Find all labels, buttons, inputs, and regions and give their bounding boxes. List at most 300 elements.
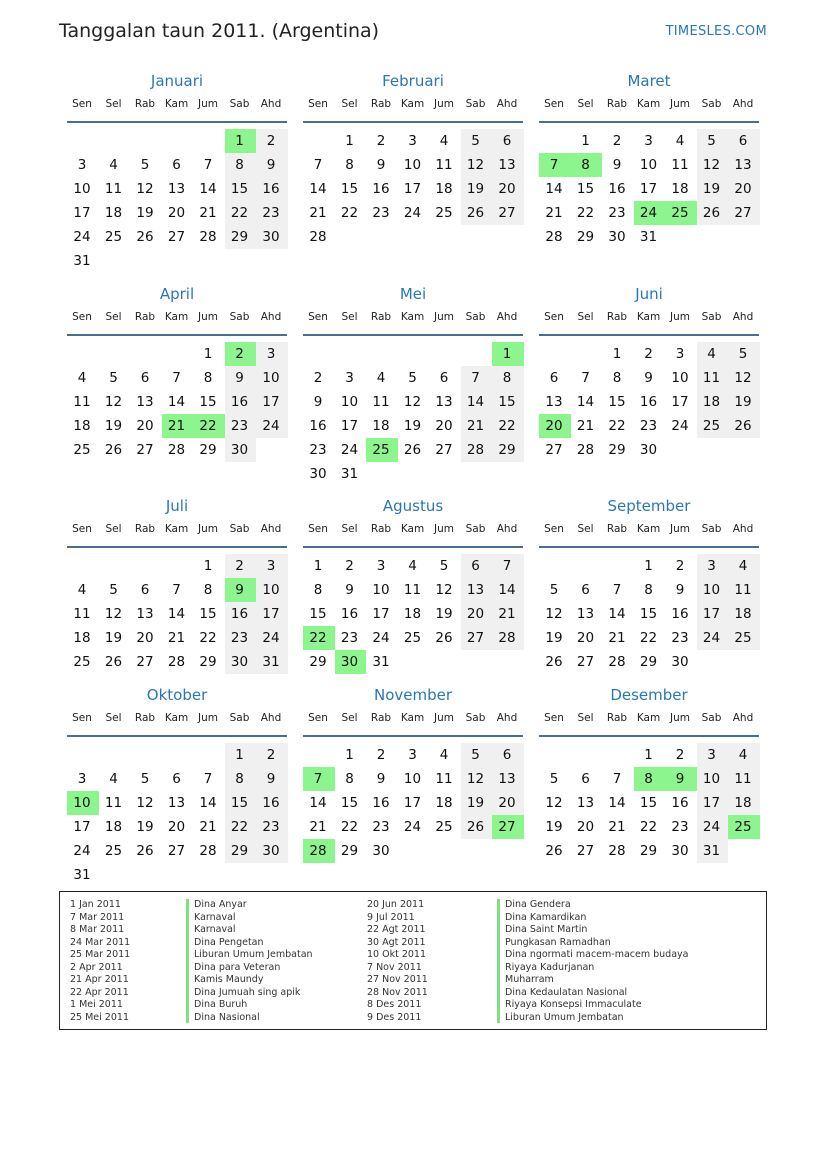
- day-cell: 17: [403, 795, 422, 811]
- day-cell: 4: [439, 747, 449, 763]
- weekday-header: Rab: [370, 98, 392, 110]
- day-cell: 14: [608, 795, 626, 811]
- day-cell: 5: [408, 370, 417, 386]
- day-cell: 5: [471, 747, 480, 763]
- holiday-day: 9: [675, 771, 685, 787]
- holiday-day: 22: [199, 418, 217, 434]
- day-cell: 5: [439, 558, 449, 574]
- month-name: Juli: [165, 497, 189, 515]
- day-cell: 2: [675, 558, 685, 574]
- day-cell: 31: [639, 229, 658, 245]
- day-cell: 29: [576, 229, 595, 245]
- legend-dates-right: [367, 899, 428, 1024]
- legend-holiday-name: Dina Pengetan: [194, 936, 264, 948]
- day-cell: 13: [167, 181, 186, 197]
- day-cell: 25: [104, 229, 123, 245]
- day-cell: 2: [376, 133, 386, 149]
- day-cell: 13: [167, 795, 186, 811]
- legend-date: 22 Agt 2011: [367, 924, 426, 935]
- weekday-header: Sel: [105, 311, 122, 323]
- day-cell: 15: [639, 606, 658, 622]
- legend-holiday-name: Karnaval: [194, 911, 236, 923]
- holiday-day: 28: [309, 843, 327, 859]
- day-cell: 1: [612, 346, 622, 362]
- day-cell: 13: [498, 771, 516, 787]
- day-cell: 28: [309, 229, 327, 245]
- holiday-day: 1: [235, 133, 244, 149]
- day-cell: 24: [372, 630, 390, 646]
- day-cell: 26: [104, 654, 123, 670]
- day-cell: 25: [435, 819, 453, 835]
- day-cell: 23: [608, 205, 626, 221]
- day-cell: 20: [498, 795, 516, 811]
- day-cell: 18: [734, 795, 752, 811]
- day-cell: 30: [608, 229, 626, 245]
- legend-holiday-name: Dina Saint Martin: [505, 924, 588, 935]
- weekday-header: Ahd: [260, 523, 282, 535]
- legend-date: 1 Jan 2011: [70, 899, 121, 910]
- day-cell: 18: [702, 394, 721, 410]
- weekday-header: Kam: [164, 523, 189, 535]
- day-cell: 6: [581, 771, 590, 787]
- day-cell: 31: [73, 253, 91, 269]
- legend-holiday-name: Dina Kamardikan: [505, 911, 587, 923]
- day-cell: 12: [136, 795, 154, 811]
- weekday-header: Sab: [465, 98, 486, 110]
- day-cell: 29: [639, 654, 658, 670]
- day-cell: 7: [612, 771, 622, 787]
- day-cell: 5: [140, 771, 150, 787]
- weekday-header: Kam: [636, 523, 661, 535]
- day-cell: 9: [235, 370, 244, 386]
- weekday-header: Jum: [670, 98, 690, 110]
- day-cell: 11: [702, 370, 721, 386]
- day-cell: 19: [104, 630, 123, 646]
- day-cell: 21: [199, 819, 217, 835]
- day-cell: 29: [309, 654, 327, 670]
- weekday-header: Ahd: [496, 712, 518, 724]
- month-name: November: [373, 686, 453, 704]
- day-cell: 19: [136, 205, 154, 221]
- day-cell: 18: [73, 630, 91, 646]
- day-cell: 6: [140, 582, 150, 598]
- day-cell: 27: [734, 205, 752, 221]
- day-cell: 18: [73, 418, 91, 434]
- header-rule: [303, 735, 523, 737]
- site-brand-link[interactable]: TIMESLES.COM: [665, 24, 767, 39]
- legend-date: 10 Okt 2011: [367, 949, 427, 960]
- holiday-day: 21: [167, 418, 186, 434]
- weekday-header: Sab: [701, 311, 722, 323]
- day-cell: 3: [707, 558, 716, 574]
- legend-date: 2 Apr 2011: [70, 961, 123, 973]
- day-cell: 14: [545, 181, 563, 197]
- legend-dates-left: [70, 899, 130, 1024]
- day-cell: 9: [612, 157, 622, 173]
- day-cell: 16: [671, 795, 689, 811]
- day-cell: 25: [403, 630, 422, 646]
- day-cell: 19: [702, 181, 721, 197]
- month-name: September: [607, 497, 691, 515]
- day-cell: 23: [372, 819, 390, 835]
- day-cell: 24: [403, 205, 422, 221]
- legend-date: 25 Mar 2011: [70, 949, 131, 960]
- day-cell: 23: [671, 630, 689, 646]
- day-cell: 7: [581, 370, 590, 386]
- day-cell: 8: [644, 582, 653, 598]
- day-cell: 22: [340, 205, 359, 221]
- day-cell: 2: [644, 346, 653, 362]
- day-cell: 10: [702, 771, 721, 787]
- day-cell: 7: [502, 558, 512, 574]
- weekday-header: Kam: [636, 98, 661, 110]
- day-cell: 31: [73, 867, 91, 883]
- day-cell: 4: [738, 558, 748, 574]
- day-cell: 10: [262, 370, 280, 386]
- weekday-header: Sab: [465, 311, 486, 323]
- day-cell: 14: [466, 394, 485, 410]
- day-cell: 7: [172, 582, 181, 598]
- day-cell: 4: [738, 747, 748, 763]
- legend-date: 7 Nov 2011: [367, 961, 422, 973]
- day-cell: 16: [230, 606, 249, 622]
- day-cell: 19: [466, 795, 485, 811]
- day-cell: 8: [203, 370, 213, 386]
- month-name: Februari: [382, 72, 444, 90]
- day-cell: 18: [734, 606, 752, 622]
- weekday-header: Ahd: [732, 712, 754, 724]
- day-cell: 3: [77, 157, 87, 173]
- day-cell: 10: [73, 181, 91, 197]
- header-rule: [303, 334, 523, 336]
- weekday-header: Sel: [341, 712, 358, 724]
- day-cell: 22: [230, 819, 249, 835]
- day-cell: 16: [262, 795, 280, 811]
- header-rule: [539, 334, 759, 336]
- day-cell: 24: [340, 442, 359, 458]
- header-rule: [539, 121, 759, 123]
- weekday-header: Sel: [341, 311, 358, 323]
- legend-holiday-name: Dina Jumuah sing apik: [194, 986, 301, 998]
- day-cell: 12: [435, 582, 453, 598]
- day-cell: 21: [576, 418, 595, 434]
- day-cell: 3: [675, 346, 685, 362]
- legend-divider: [186, 899, 189, 1023]
- day-cell: 28: [167, 654, 186, 670]
- weekday-header: Sen: [544, 98, 564, 110]
- day-cell: 14: [576, 394, 595, 410]
- day-cell: 1: [644, 558, 653, 574]
- day-cell: 30: [262, 843, 280, 859]
- header-rule: [303, 546, 523, 548]
- day-cell: 25: [73, 442, 91, 458]
- day-cell: 27: [576, 654, 595, 670]
- day-cell: 28: [199, 229, 217, 245]
- weekday-header: Sel: [105, 98, 122, 110]
- day-cell: 1: [313, 558, 323, 574]
- day-cell: 24: [671, 418, 689, 434]
- day-cell: 30: [372, 843, 390, 859]
- holiday-day: 2: [235, 346, 244, 362]
- weekday-header: Sen: [72, 311, 92, 323]
- day-cell: 19: [403, 418, 422, 434]
- weekday-header: Kam: [400, 523, 425, 535]
- day-cell: 29: [199, 442, 217, 458]
- day-cell: 7: [203, 157, 213, 173]
- day-cell: 10: [639, 157, 658, 173]
- day-cell: 29: [498, 442, 516, 458]
- weekday-header: Kam: [636, 712, 661, 724]
- day-cell: 4: [109, 771, 118, 787]
- day-cell: 12: [136, 181, 154, 197]
- day-cell: 6: [581, 582, 590, 598]
- holiday-day: 30: [340, 654, 359, 670]
- day-cell: 20: [136, 418, 154, 434]
- day-cell: 22: [576, 205, 595, 221]
- day-cell: 2: [675, 747, 685, 763]
- holiday-day: 7: [549, 157, 559, 173]
- day-cell: 18: [671, 181, 689, 197]
- holiday-day: 10: [73, 795, 91, 811]
- day-cell: 8: [612, 370, 622, 386]
- weekday-header: Sab: [701, 523, 722, 535]
- weekday-header: Jum: [198, 712, 218, 724]
- day-cell: 1: [581, 133, 590, 149]
- day-cell: 23: [262, 205, 280, 221]
- weekday-header: Jum: [198, 311, 218, 323]
- legend-holiday-name: Dina Buruh: [194, 999, 248, 1010]
- day-cell: 19: [136, 819, 154, 835]
- day-cell: 22: [199, 630, 217, 646]
- day-cell: 24: [73, 843, 91, 859]
- day-cell: 29: [639, 843, 658, 859]
- legend-date: 7 Mar 2011: [70, 911, 125, 923]
- day-cell: 14: [167, 606, 186, 622]
- holiday-day: 7: [313, 771, 323, 787]
- day-cell: 20: [734, 181, 752, 197]
- day-cell: 24: [702, 630, 721, 646]
- day-cell: 21: [309, 205, 327, 221]
- day-cell: 6: [140, 370, 150, 386]
- day-cell: 11: [435, 157, 453, 173]
- day-cell: 3: [266, 558, 276, 574]
- weekday-header: Ahd: [496, 523, 518, 535]
- day-cell: 25: [734, 630, 752, 646]
- holiday-day: 25: [372, 442, 390, 458]
- legend-date: 20 Jun 2011: [367, 899, 425, 910]
- day-cell: 7: [612, 582, 622, 598]
- day-cell: 5: [109, 370, 118, 386]
- legend-holiday-name: Karnaval: [194, 924, 236, 935]
- weekday-header: Kam: [164, 712, 189, 724]
- day-cell: 27: [136, 442, 154, 458]
- day-cell: 10: [372, 582, 390, 598]
- header-rule: [539, 546, 759, 548]
- day-cell: 30: [309, 466, 327, 482]
- day-cell: 18: [403, 606, 422, 622]
- day-cell: 6: [502, 747, 512, 763]
- day-cell: 2: [266, 133, 276, 149]
- weekday-header: Kam: [400, 712, 425, 724]
- day-cell: 11: [73, 394, 91, 410]
- day-cell: 24: [73, 229, 91, 245]
- day-cell: 22: [608, 418, 626, 434]
- day-cell: 30: [671, 843, 689, 859]
- weekday-header: Sab: [229, 98, 250, 110]
- day-cell: 18: [435, 795, 453, 811]
- day-cell: 8: [345, 771, 354, 787]
- day-cell: 12: [104, 606, 123, 622]
- weekday-header: Jum: [434, 311, 454, 323]
- weekday-header: Sen: [72, 523, 92, 535]
- day-cell: 12: [104, 394, 123, 410]
- month-name: Maret: [627, 72, 671, 90]
- day-cell: 5: [707, 133, 716, 149]
- legend-holiday-name: Pungkasan Ramadhan: [505, 936, 611, 948]
- month-name: Agustus: [382, 497, 444, 515]
- day-cell: 16: [262, 181, 280, 197]
- day-cell: 31: [262, 654, 280, 670]
- legend-divider: [497, 899, 500, 1023]
- day-cell: 16: [230, 394, 249, 410]
- holiday-legend: [59, 891, 767, 1030]
- weekday-header: Sab: [701, 98, 722, 110]
- weekday-header: Rab: [134, 712, 156, 724]
- holiday-day: 25: [671, 205, 689, 221]
- weekday-header: Kam: [400, 98, 425, 110]
- month-name: April: [159, 285, 195, 303]
- day-cell: 30: [230, 442, 249, 458]
- weekday-header: Rab: [606, 712, 628, 724]
- day-cell: 24: [702, 819, 721, 835]
- day-cell: 5: [549, 771, 559, 787]
- legend-date: 8 Mar 2011: [70, 924, 125, 935]
- day-cell: 23: [230, 630, 249, 646]
- day-cell: 16: [608, 181, 626, 197]
- day-cell: 3: [644, 133, 653, 149]
- day-cell: 28: [498, 630, 516, 646]
- day-cell: 23: [262, 819, 280, 835]
- day-cell: 14: [498, 582, 516, 598]
- day-cell: 14: [199, 795, 217, 811]
- day-cell: 13: [576, 795, 595, 811]
- day-cell: 30: [262, 229, 280, 245]
- day-cell: 17: [639, 181, 658, 197]
- day-cell: 22: [639, 819, 658, 835]
- day-cell: 10: [702, 582, 721, 598]
- day-cell: 17: [73, 819, 91, 835]
- holiday-day: 1: [502, 346, 512, 362]
- day-cell: 16: [309, 418, 327, 434]
- day-cell: 9: [266, 771, 276, 787]
- legend-date: 28 Nov 2011: [367, 986, 428, 998]
- day-cell: 3: [408, 133, 417, 149]
- day-cell: 6: [172, 771, 181, 787]
- holiday-day: 27: [498, 819, 516, 835]
- legend-date: 1 Mei 2011: [70, 999, 123, 1010]
- day-cell: 16: [372, 181, 390, 197]
- legend-holiday-name: Muharram: [505, 974, 554, 985]
- day-cell: 14: [167, 394, 186, 410]
- day-cell: 9: [313, 394, 323, 410]
- day-cell: 27: [576, 843, 595, 859]
- weekday-header: Sen: [308, 712, 328, 724]
- day-cell: 18: [435, 181, 453, 197]
- day-cell: 3: [77, 771, 87, 787]
- legend-date: 24 Mar 2011: [70, 936, 131, 948]
- day-cell: 29: [340, 843, 359, 859]
- day-cell: 8: [345, 157, 354, 173]
- month-name: Januari: [150, 72, 204, 90]
- day-cell: 15: [608, 394, 626, 410]
- weekday-header: Rab: [134, 98, 156, 110]
- day-cell: 17: [73, 205, 91, 221]
- day-cell: 24: [262, 418, 280, 434]
- day-cell: 28: [608, 654, 626, 670]
- weekday-header: Sen: [544, 311, 564, 323]
- day-cell: 19: [435, 606, 453, 622]
- day-cell: 2: [376, 747, 386, 763]
- day-cell: 12: [403, 394, 422, 410]
- day-cell: 20: [576, 630, 595, 646]
- day-cell: 15: [340, 795, 359, 811]
- day-cell: 26: [545, 843, 563, 859]
- day-cell: 5: [549, 582, 559, 598]
- day-cell: 16: [639, 394, 658, 410]
- day-cell: 17: [262, 394, 280, 410]
- day-cell: 4: [408, 558, 417, 574]
- day-cell: 4: [675, 133, 685, 149]
- day-cell: 11: [403, 582, 422, 598]
- day-cell: 27: [167, 229, 186, 245]
- day-cell: 10: [403, 157, 422, 173]
- weekday-header: Sab: [465, 523, 486, 535]
- day-cell: 4: [439, 133, 449, 149]
- day-cell: 6: [439, 370, 449, 386]
- legend-date: 9 Jul 2011: [367, 911, 415, 923]
- day-cell: 24: [403, 819, 422, 835]
- day-cell: 25: [73, 654, 91, 670]
- day-cell: 13: [435, 394, 453, 410]
- weekday-header: Sen: [72, 98, 92, 110]
- day-cell: 27: [545, 442, 563, 458]
- day-cell: 14: [309, 181, 327, 197]
- day-cell: 28: [199, 843, 217, 859]
- weekday-header: Sen: [308, 98, 328, 110]
- day-cell: 13: [136, 606, 154, 622]
- weekday-header: Sab: [229, 311, 250, 323]
- day-cell: 4: [77, 370, 87, 386]
- day-cell: 22: [498, 418, 516, 434]
- day-cell: 23: [230, 418, 249, 434]
- weekday-header: Sab: [229, 712, 250, 724]
- day-cell: 25: [702, 418, 721, 434]
- day-cell: 20: [498, 181, 516, 197]
- day-cell: 8: [502, 370, 512, 386]
- day-cell: 15: [230, 181, 249, 197]
- weekday-header: Rab: [370, 712, 392, 724]
- day-cell: 11: [73, 606, 91, 622]
- weekday-header: Sel: [577, 712, 594, 724]
- day-cell: 3: [376, 558, 386, 574]
- day-cell: 14: [608, 606, 626, 622]
- day-cell: 26: [136, 229, 154, 245]
- day-cell: 8: [235, 157, 244, 173]
- day-cell: 28: [167, 442, 186, 458]
- day-cell: 12: [545, 795, 563, 811]
- day-cell: 4: [707, 346, 716, 362]
- weekday-header: Ahd: [496, 311, 518, 323]
